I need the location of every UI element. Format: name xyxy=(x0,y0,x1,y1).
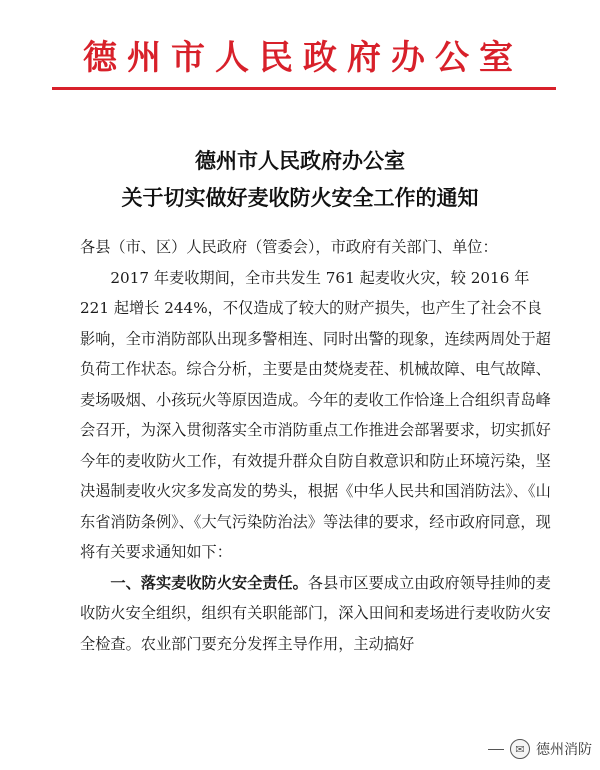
watermark-account-name: 德州消防 xyxy=(536,742,592,758)
paragraph-1: 2017 年麦收期间，全市共发生 761 起麦收火灾，较 2016 年 221 起增长 244%，不仅造成了较大的财产损失，也产生了社会不良影响，全市消防部队出现多警相连、同时出警的现象，连续两周处于超负荷工作状态。综合分析，主要是由焚烧麦茬、机械故障、电气故障、麦场吸烟、小孩玩火等原因造成。今年的麦收工作恰逢上合组织青岛峰会召开，为深入贯彻落实全市消防重点工作推进会部署要求，切实抓好今年的麦收防火工作，有效提升群众自防自救意识和防止环境污染，坚决遏制麦收火灾多发高发的势头，根据《中华人民共和国消防法》、《山东省消防条例》、《大气污染防治法》等法律的要求，经市政府同意，现将有关要求通知如下： xyxy=(80,268,551,561)
account-watermark xyxy=(488,736,592,762)
document-title-line1: 德州市人民政府办公室 xyxy=(195,149,405,173)
header-red-rule xyxy=(52,87,556,90)
salutation: 各县（市、区）人民政府（管委会），市政府有关部门、单位： xyxy=(80,238,498,256)
document-title-line2: 关于切实做好麦收防火安全工作的通知 xyxy=(121,186,479,210)
section-1-text: 各县市区要成立由政府领导挂帅的麦收防火安全组织，组织有关职能部门，深入田间和麦场进行麦收防火安全检查。农业部门要充分发挥主导作用，主动搞好 xyxy=(80,573,551,653)
section-1 xyxy=(80,568,554,660)
document-body xyxy=(80,232,554,659)
wechat-account-logo-icon: ✉ xyxy=(510,739,530,759)
watermark-dash xyxy=(488,749,504,750)
office-header-title: 德州市人民政府办公室 xyxy=(83,38,523,78)
section-1-heading: 一、落实麦收防火安全责任。 xyxy=(110,573,308,592)
